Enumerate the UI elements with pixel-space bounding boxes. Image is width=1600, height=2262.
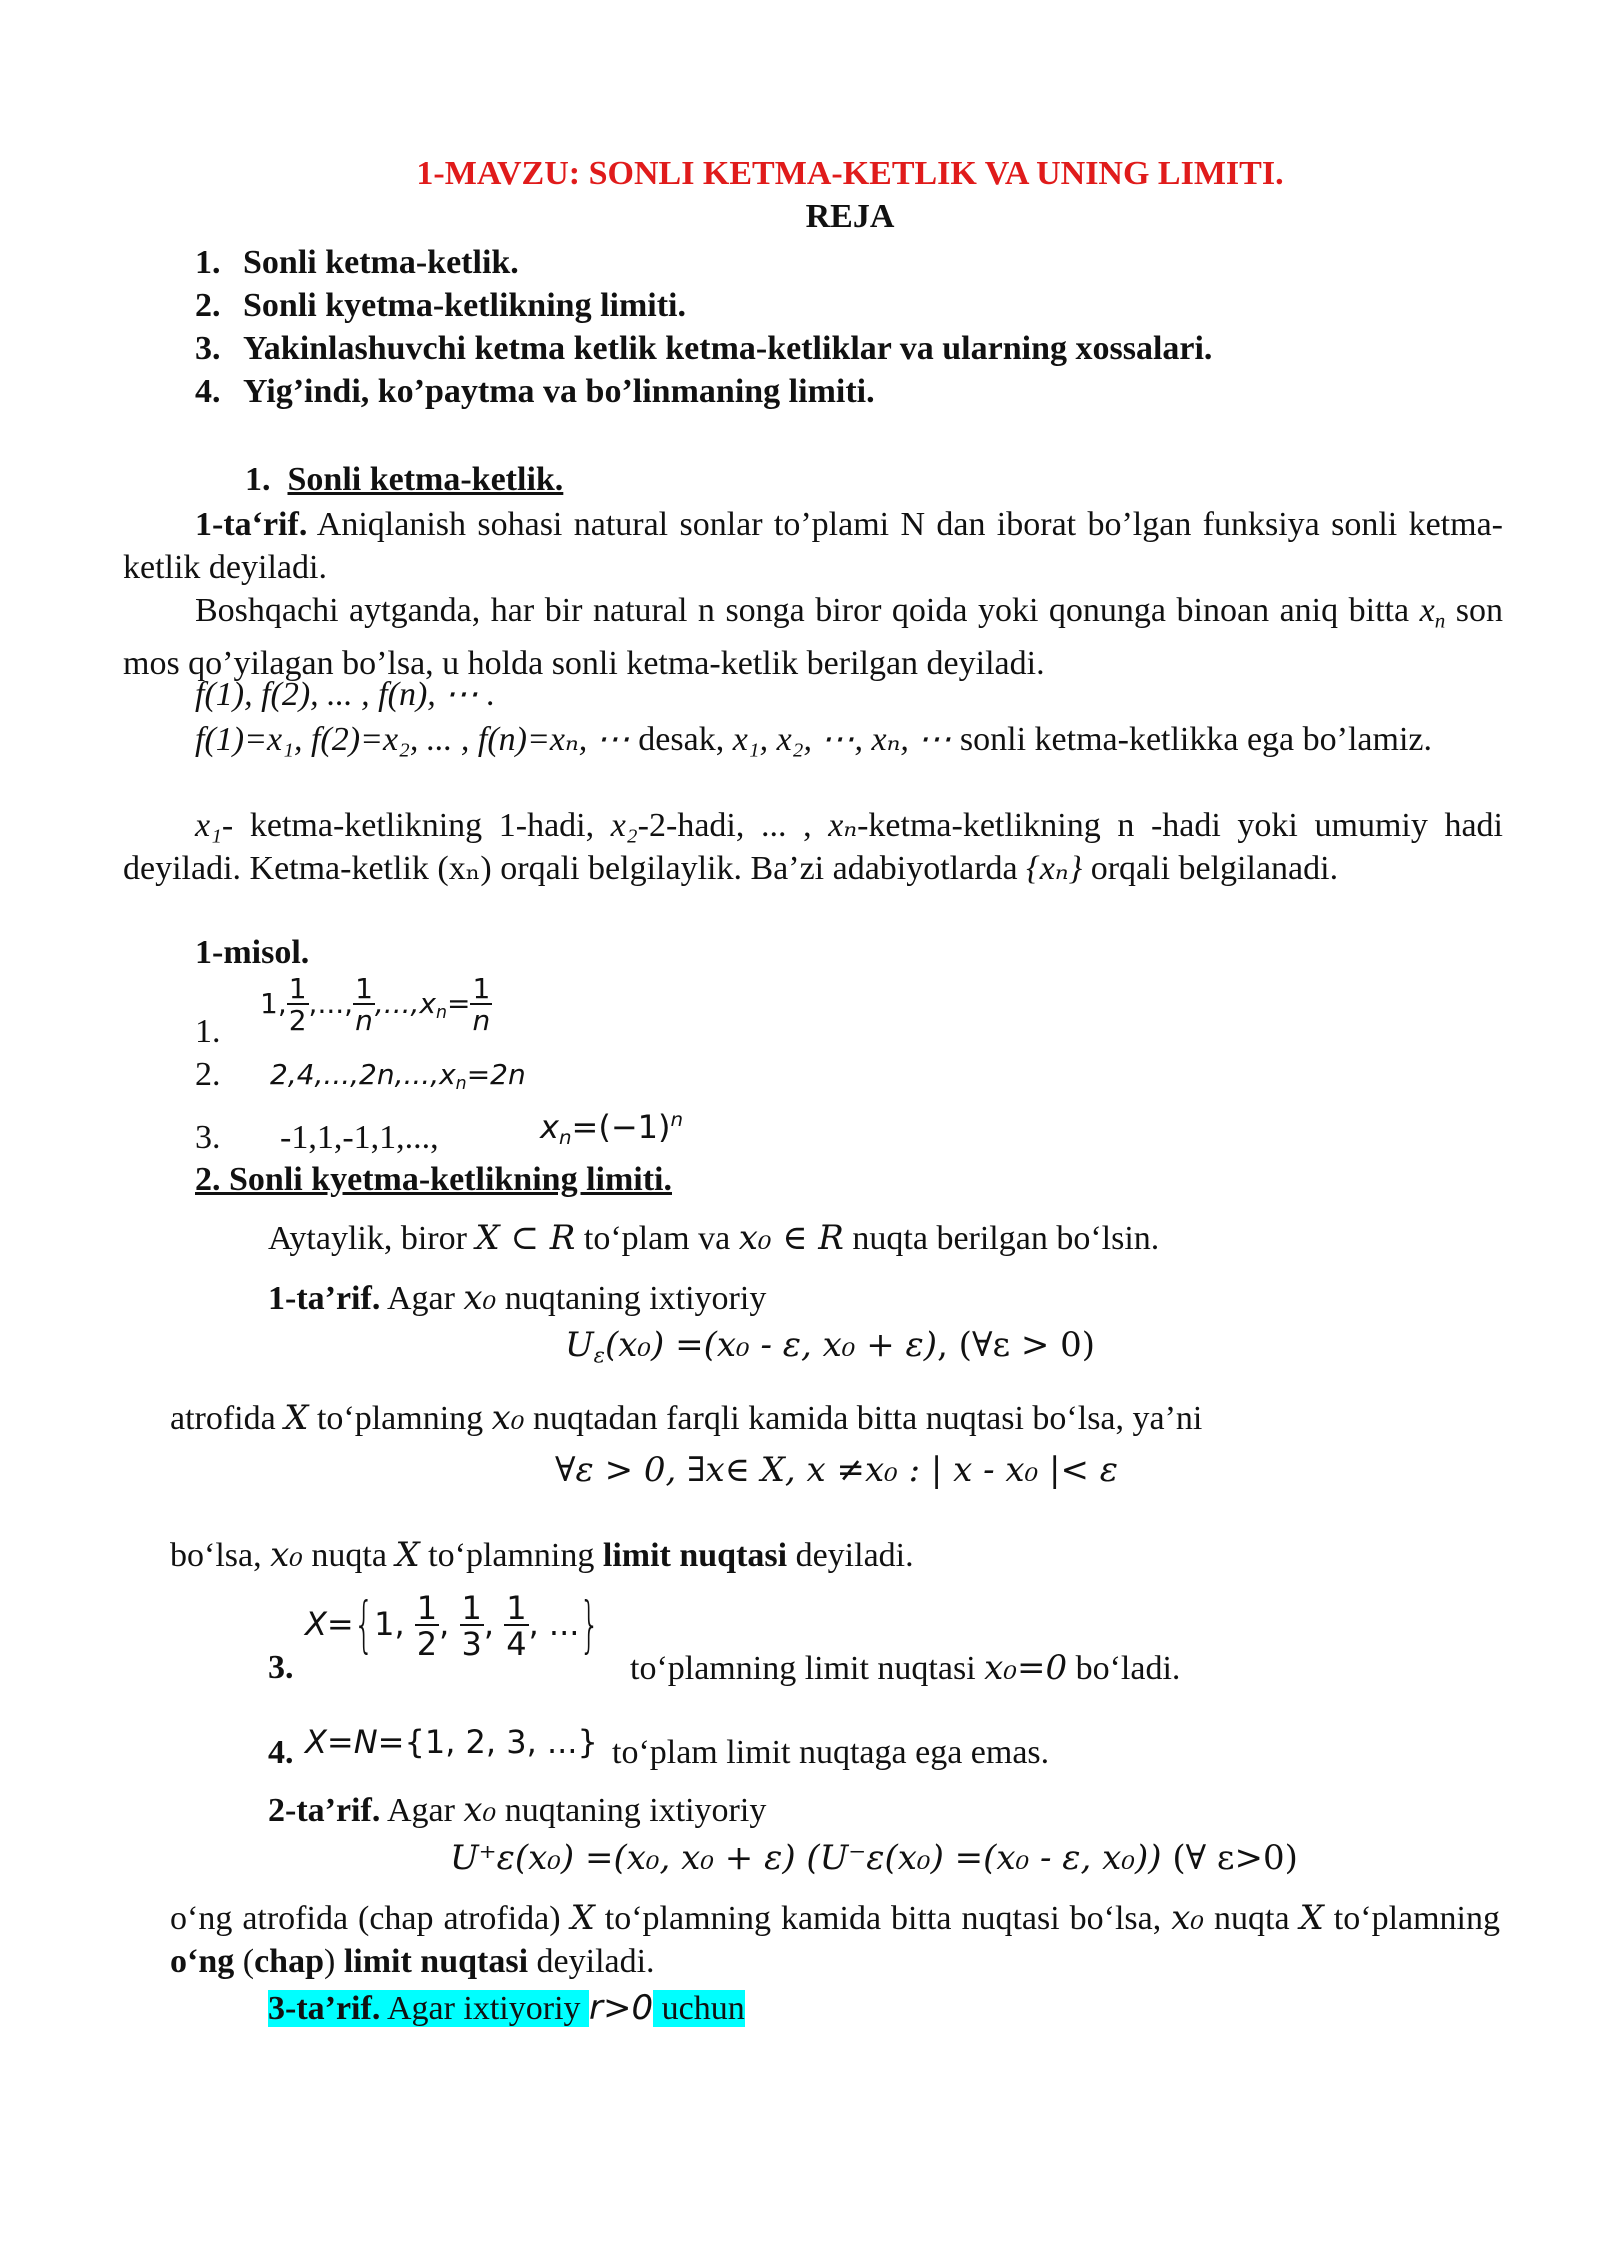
section1-definition1: 1-ta‘rif. Aniqlanish sohasi natural sonlar to’plami N dan iborat bo’lgan funksiya sonli ketma-ketlik deyiladi. xyxy=(123,506,1503,586)
section2-one-sided-text: o‘ng atrofida (chap atrofida) X to‘plamning kamida bitta nuqtasi bo‘lsa, x₀ nuqta X to‘plamning o‘ng (chap) limit nuqtasi deyiladi. xyxy=(170,1898,1501,1980)
example3-formula: $x_n=(-1)^n$ xyxy=(540,1107,684,1149)
section2-example3-number: 3. xyxy=(268,1649,294,1686)
neighborhood-formula: $U_\varepsilon(x_0) =(x_0 - \varepsilon$, x₀ + ε), (∀ε > 0) xyxy=(565,1325,1096,1368)
one-sided-neighborhood-formula: U⁺ε(x₀) =(x₀, x₀ + ε) (U⁻ε(x₀) =(x₀ - ε, x₀)) (∀ ε>0) xyxy=(450,1838,1298,1878)
section1-paragraph3: f(1)=x₁, f(2)=x₂, ... , f(n)=xₙ, ⋯ desak, x₁, x₂, ⋯, xₙ, ⋯ sonli ketma-ketlikka ega bo’lamiz. xyxy=(195,721,1432,758)
plan-item: 1. Sonli ketma-ketlik. xyxy=(195,244,519,281)
section1-paragraph4: x₁- ketma-ketlikning 1-hadi, x₂-2-hadi, ... , xₙ-ketma-ketlikning n -hadi yoki umumiy hadi deyiladi. Ketma-ketlik (xₙ) orqali belgilaylik. Ba’zi adabiyotlarda {xₙ} orqali belgilanadi. xyxy=(123,807,1503,887)
section2-limit-point-text: bo‘lsa, x₀ nuqta X to‘plamning limit nuqtasi deyiladi. xyxy=(170,1535,914,1575)
section2-definition3: 3-ta’rif. Agar ixtiyoriy r>0 uchun xyxy=(268,1988,745,2028)
section2-definition1: 1-ta’rif. Agar x₀ nuqtaning ixtiyoriy xyxy=(268,1278,767,1318)
example1-formula: 1, $\frac{1}{2}$ ,..., $\frac{1}{n}$ $,...,x_n=$ $\frac{1}{n}$ xyxy=(260,972,491,1037)
section2-intro: Aytaylik, biror X ⊂ R to‘plam va x₀ ∈ R nuqta berilgan bo‘lsin. xyxy=(268,1218,1160,1258)
section2-example4-text: to‘plam limit nuqtaga ega emas. xyxy=(612,1734,1050,1771)
section2-example3-set: X={1, $\frac{1}{2}$ , $\frac{1}{3}$ , $\frac{1}{4}$ , ...} xyxy=(305,1587,600,1663)
section2-example4-set: X=N={1, 2, 3, ...} xyxy=(305,1723,598,1761)
plan-heading: REJA xyxy=(805,198,895,235)
quantifier-formula: ∀ε > 0, ∃x∈ X, x ≠x₀ : | x - x₀ |< ε xyxy=(555,1450,1119,1490)
plan-list xyxy=(195,241,1212,413)
section2-definition2: 2-ta’rif. Agar x₀ nuqtaning ixtiyoriy xyxy=(268,1790,767,1830)
plan-item: 4. Yig’indi, ko’paytma va bo’linmaning limiti. xyxy=(195,373,875,410)
example-label: 1-misol. xyxy=(195,934,310,971)
section2-example4-number: 4. xyxy=(268,1734,294,1771)
plan-item: 3. Yakinlashuvchi ketma ketlik ketma-ketliklar va ularning xossalari. xyxy=(195,330,1213,367)
section2-neighborhood-text: atrofida X to‘plamning x₀ nuqtadan farqli kamida bitta nuqtasi bo‘lsa, ya’ni xyxy=(170,1398,1203,1438)
section1-paragraph2: Boshqachi aytganda, har bir natural n songa biror qoida yoki qonunga binoan aniq bitta $x_n$ son mos qo’yilagan bo’lsa, u holda sonli ketma-ketlik berilgan deyiladi. xyxy=(123,592,1504,683)
section2-heading: 2. Sonli kyetma-ketlikning limiti. xyxy=(195,1161,672,1198)
plan-item: 2. Sonli kyetma-ketlikning limiti. xyxy=(195,287,686,324)
section1-heading: 1. Sonli ketma-ketlik. xyxy=(245,461,564,498)
example3-sequence: -1,1,-1,1,..., xyxy=(280,1119,439,1156)
example2-number: 2. xyxy=(195,1056,221,1093)
example2-formula: $2,4,...,2n,...,x_n=2n$ xyxy=(270,1058,526,1095)
document-title: 1-MAVZU: SONLI KETMA-KETLIK VA UNING LIMITI. xyxy=(416,155,1284,192)
section2-example3-text: to‘plamning limit nuqtasi x₀=0 bo‘ladi. xyxy=(630,1648,1181,1688)
example3-number: 3. xyxy=(195,1119,221,1156)
sequence-line: f(1), f(2), ... , f(n), ⋯ . xyxy=(195,676,496,713)
example1-number: 1. xyxy=(195,1013,221,1050)
